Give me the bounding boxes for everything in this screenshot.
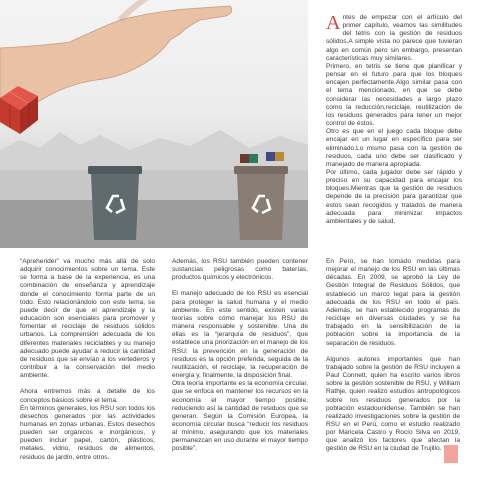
paragraph: Además, los RSU también pueden contener sustancias peligrosas como baterías, productos químicos y electrónicos. [172, 258, 308, 282]
skyline-silhouette [0, 130, 308, 170]
recycle-bin-left [88, 166, 142, 240]
paragraph: El manejo adecuado de los RSU es esencial para proteger la salud humana y el medio ambiente. En este sentido, existen varias teorías sobre cómo manejar los RSU de manera responsable y sostenible. Una de ellas es la “jerarquía de residuos”, que establece una priorización en el manejo de los RSU: la prevención en la generación de residuos es la opción preferida, seguida de la reutilización, el reciclaje, la recuperación de energía y, finalmente, la disposición final. Otra teoría importante es la economía circular, que se enfoca en mantener los recursos en la economía el mayor tiempo posible, reduciendo así la cantidad de residuos que se generan. Según la Comisión Europea, la economía circular busca “reducir los residuos al mínimo, asegurando que los materiales permanezcan en uso durante el mayor tiempo posible”. [172, 290, 308, 453]
article-column-1 [20, 258, 155, 470]
drop-cap: A [326, 12, 341, 34]
paragraph: “Aprehender” va mucho más allá de solo adquirir conocimientos sobre un tema. Este se forma a base de la experiencia, es una combinación de enseñanza y aprendizaje donde el conocimiento forma parte de un todo. Esto relacionándolo con este tema, se puede decir de que el aprendizaje y la educación son esenciales para promover y fomentar el reciclaje de residuos sólidos urbanos. La comprensión adecuada de los diferentes materiales reciclables y su manejo adecuado puede ayudar a reducir la cantidad de residuos que se envían a los vertederos y contribuir a la conservación del medio ambiente. [20, 258, 155, 380]
article-column-2 [172, 258, 308, 462]
paragraph: Ahora entremos más a detalle de los conceptos básicos sobre el tema. En términos generales, los RSU son todos los desechos generados por las actividades humanas en zonas urbanas. Estos desechos pueden ser orgánicos e inorgánicos, y pueden incluir papel, cartón, plásticos, metales, vidrio, residuos de alimentos, residuos de jardín, entre otros. [20, 388, 155, 461]
page-marker [444, 445, 458, 463]
article-column-3 [326, 258, 460, 462]
paragraph: En Perú, se han tomado medidas para mejorar el manejo de los RSU en las últimas décadas. En 2009, se aprobó la Ley de Gestión Integral de Residuos Sólidos, que estableció un marco legal para la gestión adecuada de los RSU en todo el país. Además, se han establecido programas de reciclaje en diversas ciudades y se ha trabajado en la sensibilización de la población sobre la importancia de la separación de residuos. [326, 258, 460, 347]
tetris-recycling-scene [0, 0, 308, 248]
intro-column [326, 14, 462, 226]
recycle-bin-right [234, 166, 288, 240]
hero-illustration [0, 0, 308, 248]
intro-text: ntes de empezar con el artículo del primer capítulo, veamos las similitudes del tetris con la gestión de residuos sólidos.A simple vista no parece que tuvieran algo en común pero sin embargo, presentan características muy similares. Primero, en tetris se tiene que planificar y pensar en el futuro para que los bloques encajen perfectamente.Algo similar pasa con el tema mencionado, en que se debe considerar las necesidades a largo plazo como la reducción,reciclaje, reutilización de los residuos generados para tener un mejor control de éstos. Otro es que en el juego cada bloque debe encajar en un lugar en específico para ser eliminado.Lo mismo pasa con la gestión de residuos, cada uno debe ser clasificado y manejado de manera apropiada. Por último, cada jugador debe ser rápido y preciso en su capacidad para encajar los bloques.Mientras que la gestión de residuos depende de la precisión para garantizar que estos sean recogidos y tratados de manera adecuada para minimizar impactos ambientales y de salud. [326, 14, 462, 225]
paragraph: Algunos autores importantes que han trabajado sobre la gestión de RSU incluyen a Paul Connett, quien ha escrito varios libros sobre la gestión sostenible de RSU, y William Rathje, quien realizó estudios antropológicos sobre los residuos generados por la población estadounidense. También se han realizado investigaciones sobre la gestión de RSU en el Perú, como el estudio realizado por Maricela Castro y Rocío Silva en 2019, que analizó los factores que afectan la gestión de RSU en la ciudad de Trujillo. [326, 355, 460, 453]
